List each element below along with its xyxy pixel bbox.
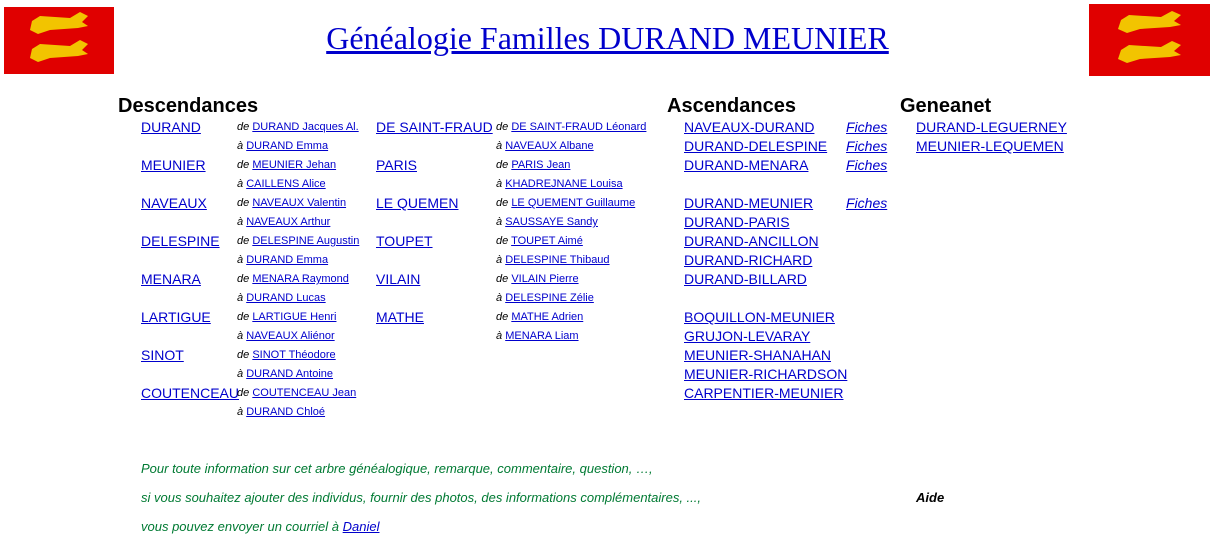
- descendance-from-link[interactable]: LARTIGUE Henri: [252, 311, 337, 323]
- descendance-to-prefix: à: [237, 254, 244, 266]
- family-link[interactable]: DELESPINE: [141, 233, 220, 249]
- descendance-from-prefix: de: [237, 121, 250, 133]
- geneanet-heading: Geneanet: [900, 95, 992, 117]
- descendance-to-link[interactable]: SAUSSAYE Sandy: [505, 216, 598, 228]
- descendance-to-link[interactable]: DURAND Emma: [246, 140, 329, 152]
- descendance-to-prefix: à: [237, 406, 244, 418]
- ascendance-link[interactable]: MEUNIER-RICHARDSON: [684, 366, 848, 382]
- descendance-from: [237, 121, 359, 133]
- descendance-from-prefix: de: [496, 273, 509, 285]
- family-link[interactable]: SINOT: [141, 347, 184, 363]
- ascendance-link[interactable]: DURAND-PARIS: [684, 214, 790, 230]
- descendance-from-link[interactable]: LE QUEMENT Guillaume: [511, 197, 636, 209]
- descendance-to: [496, 140, 594, 152]
- footer-line-3: [141, 519, 379, 534]
- descendance-to-link[interactable]: CAILLENS Alice: [246, 178, 326, 190]
- descendance-from-link[interactable]: DE SAINT-FRAUD Léonard: [511, 121, 647, 133]
- descendance-from-prefix: de: [496, 121, 509, 133]
- descendance-from-prefix: de: [496, 159, 509, 171]
- descendance-from-link[interactable]: COUTENCEAU Jean: [252, 387, 357, 399]
- page-title-link[interactable]: Généalogie Familles DURAND MEUNIER: [326, 20, 889, 56]
- ascendance-link[interactable]: BOQUILLON-MEUNIER: [684, 309, 835, 325]
- family-link[interactable]: NAVEAUX: [141, 195, 207, 211]
- descendance-to-prefix: à: [237, 140, 244, 152]
- family-link[interactable]: PARIS: [376, 157, 417, 173]
- family-link[interactable]: MATHE: [376, 309, 424, 325]
- descendance-to-link[interactable]: DURAND Antoine: [246, 368, 334, 380]
- descendance-to: [237, 254, 328, 266]
- family-link[interactable]: VILAIN: [376, 271, 421, 287]
- descendance-from-link[interactable]: MEUNIER Jehan: [252, 159, 337, 171]
- descendance-to: [237, 330, 335, 342]
- descendance-from: [496, 159, 570, 171]
- ascendance-link[interactable]: DURAND-MENARA: [684, 157, 809, 173]
- contact-daniel-link[interactable]: Daniel: [342, 519, 380, 534]
- descendance-from-link[interactable]: DURAND Jacques Al.: [252, 121, 359, 133]
- descendances-heading: Descendances: [118, 95, 259, 117]
- descendance-to: [496, 216, 598, 228]
- descendance-from: [237, 235, 359, 247]
- descendance-from-prefix: de: [237, 273, 250, 285]
- ascendance-link[interactable]: CARPENTIER-MEUNIER: [684, 385, 844, 401]
- descendance-from: [496, 235, 583, 247]
- descendance-from: [496, 121, 646, 133]
- descendance-from-link[interactable]: PARIS Jean: [511, 159, 571, 171]
- descendance-to: [237, 406, 325, 418]
- descendance-to: [496, 178, 623, 190]
- family-link[interactable]: DE SAINT-FRAUD: [376, 119, 493, 135]
- descendance-from: [237, 159, 336, 171]
- footer-line-3-prefix: vous pouvez envoyer un courriel à: [141, 519, 343, 534]
- descendance-from: [237, 311, 336, 323]
- descendance-from-prefix: de: [237, 159, 250, 171]
- descendance-from-link[interactable]: MATHE Adrien: [511, 311, 584, 323]
- geneanet-link[interactable]: DURAND-LEGUERNEY: [916, 119, 1067, 135]
- descendance-to-prefix: à: [496, 254, 503, 266]
- descendance-to-prefix: à: [237, 368, 244, 380]
- aide-label: Aide: [916, 490, 945, 505]
- descendance-from: [237, 349, 336, 361]
- descendance-from-prefix: de: [496, 235, 509, 247]
- ascendance-link[interactable]: DURAND-BILLARD: [684, 271, 807, 287]
- ascendance-link[interactable]: DURAND-DELESPINE: [684, 138, 828, 154]
- footer-line-2: si vous souhaitez ajouter des individus, fournir des photos, des informations complémentaires, ...,: [141, 490, 702, 505]
- descendance-to-link[interactable]: DURAND Chloé: [246, 406, 326, 418]
- descendance-to-link[interactable]: NAVEAUX Arthur: [246, 216, 331, 228]
- descendance-to: [496, 254, 610, 266]
- descendance-from: [237, 273, 349, 285]
- ascendance-link[interactable]: MEUNIER-SHANAHAN: [684, 347, 832, 363]
- descendance-from: [496, 197, 635, 209]
- descendance-to: [237, 140, 328, 152]
- descendance-to-prefix: à: [237, 292, 244, 304]
- descendance-from-link[interactable]: VILAIN Pierre: [511, 273, 579, 285]
- descendance-to-link[interactable]: NAVEAUX Albane: [505, 140, 594, 152]
- descendance-from-link[interactable]: SINOT Théodore: [252, 349, 336, 361]
- fiches-link[interactable]: Fiches: [846, 195, 888, 211]
- descendance-to-link[interactable]: NAVEAUX Aliénor: [246, 330, 335, 342]
- fiches-link[interactable]: Fiches: [846, 119, 888, 135]
- descendance-to-link[interactable]: DELESPINE Zélie: [505, 292, 594, 304]
- ascendance-link[interactable]: NAVEAUX-DURAND: [684, 119, 815, 135]
- descendance-from-prefix: de: [237, 235, 250, 247]
- descendance-from-prefix: de: [496, 197, 509, 209]
- descendance-from-link[interactable]: NAVEAUX Valentin: [252, 197, 347, 209]
- descendance-to-prefix: à: [496, 292, 503, 304]
- descendance-to: [237, 216, 330, 228]
- family-link[interactable]: TOUPET: [376, 233, 433, 249]
- descendance-to: [237, 292, 326, 304]
- ascendance-link[interactable]: DURAND-RICHARD: [684, 252, 813, 268]
- descendance-from-prefix: de: [237, 387, 250, 399]
- descendance-to: [496, 330, 579, 342]
- family-link[interactable]: DURAND: [141, 119, 201, 135]
- descendance-to-link[interactable]: DURAND Emma: [246, 254, 329, 266]
- descendance-from-link[interactable]: TOUPET Aimé: [511, 235, 583, 247]
- descendance-from-prefix: de: [237, 311, 250, 323]
- geneanet-link[interactable]: MEUNIER-LEQUEMEN: [916, 138, 1064, 154]
- fiches-link[interactable]: Fiches: [846, 157, 888, 173]
- ascendance-link[interactable]: DURAND-ANCILLON: [684, 233, 819, 249]
- descendance-to-prefix: à: [237, 330, 244, 342]
- family-link[interactable]: MENARA: [141, 271, 201, 287]
- descendance-to-prefix: à: [237, 216, 244, 228]
- fiches-link[interactable]: Fiches: [846, 138, 888, 154]
- descendance-from-prefix: de: [237, 349, 250, 361]
- descendance-from: [237, 197, 346, 209]
- descendance-to-link[interactable]: DELESPINE Thibaud: [505, 254, 610, 266]
- descendance-to-prefix: à: [496, 330, 503, 342]
- family-link[interactable]: MEUNIER: [141, 157, 206, 173]
- descendance-from: [237, 387, 356, 399]
- page-title-container: [0, 20, 1215, 57]
- family-link[interactable]: LE QUEMEN: [376, 195, 459, 211]
- ascendances-heading: Ascendances: [667, 95, 796, 117]
- descendance-to-prefix: à: [237, 178, 244, 190]
- descendance-to-prefix: à: [496, 178, 503, 190]
- family-link[interactable]: LARTIGUE: [141, 309, 211, 325]
- descendance-to: [237, 178, 326, 190]
- descendance-from: [496, 273, 579, 285]
- descendance-from-link[interactable]: MENARA Raymond: [252, 273, 349, 285]
- descendance-to-link[interactable]: KHADREJNANE Louisa: [505, 178, 623, 190]
- descendance-to: [496, 292, 594, 304]
- descendance-from-prefix: de: [237, 197, 250, 209]
- descendance-from-prefix: de: [496, 311, 509, 323]
- descendance-to: [237, 368, 333, 380]
- ascendance-link[interactable]: GRUJON-LEVARAY: [684, 328, 811, 344]
- footer-line-1: Pour toute information sur cet arbre généalogique, remarque, commentaire, question, …,: [141, 461, 653, 476]
- descendance-to-prefix: à: [496, 216, 503, 228]
- descendance-to-link[interactable]: MENARA Liam: [505, 330, 579, 342]
- descendance-from-link[interactable]: DELESPINE Augustin: [252, 235, 360, 247]
- ascendance-link[interactable]: DURAND-MEUNIER: [684, 195, 814, 211]
- descendance-to-prefix: à: [496, 140, 503, 152]
- descendance-to-link[interactable]: DURAND Lucas: [246, 292, 326, 304]
- family-link[interactable]: COUTENCEAU: [141, 385, 240, 401]
- descendance-from: [496, 311, 583, 323]
